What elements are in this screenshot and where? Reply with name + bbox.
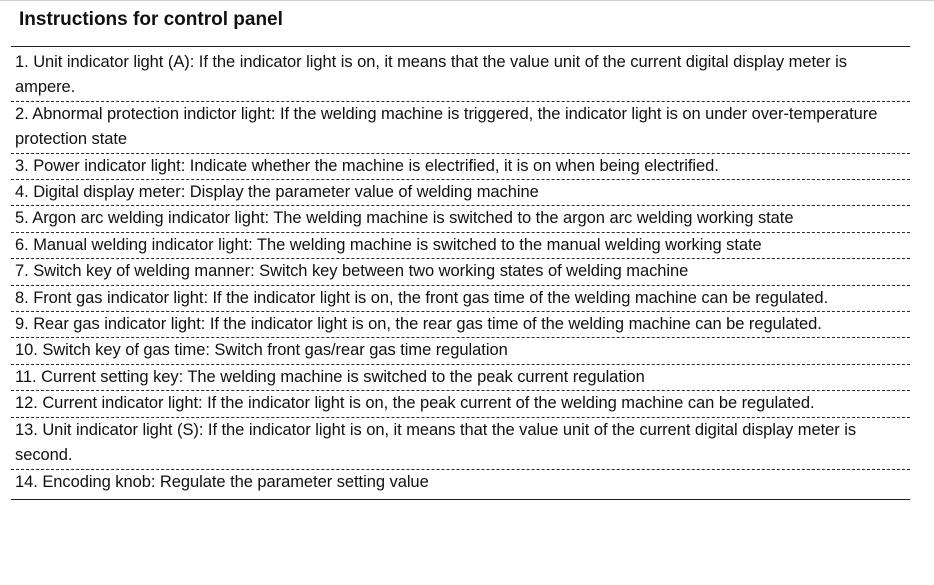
document-title: Instructions for control panel xyxy=(19,9,283,30)
instruction-item-12: 12. Current indicator light: If the indicator light is on, the peak current of the welding machine can be regulated. xyxy=(11,391,910,417)
instruction-item-8: 8. Front gas indicator light: If the indicator light is on, the front gas time of the welding machine can be regulated. xyxy=(11,286,910,312)
instruction-item-2: 2. Abnormal protection indictor light: If the welding machine is triggered, the indicator light is on under over-temperature protection state xyxy=(11,102,910,154)
instruction-item-13: 13. Unit indicator light (S): If the indicator light is on, it means that the value unit of the current digital display meter is second. xyxy=(11,418,910,470)
instruction-item-9: 9. Rear gas indicator light: If the indicator light is on, the rear gas time of the welding machine can be regulated. xyxy=(11,312,910,338)
instruction-item-7: 7. Switch key of welding manner: Switch key between two working states of welding machine xyxy=(11,259,910,285)
instruction-list xyxy=(11,50,910,500)
instruction-item-10: 10. Switch key of gas time: Switch front gas/rear gas time regulation xyxy=(11,338,910,364)
top-divider xyxy=(0,0,934,1)
instruction-item-3: 3. Power indicator light: Indicate whether the machine is electrified, it is on when being electrified. xyxy=(11,154,910,180)
instruction-item-5: 5. Argon arc welding indicator light: The welding machine is switched to the argon arc welding working state xyxy=(11,206,910,232)
instruction-item-6: 6. Manual welding indicator light: The welding machine is switched to the manual welding working state xyxy=(11,233,910,259)
instruction-item-1: 1. Unit indicator light (A): If the indicator light is on, it means that the value unit of the current digital display meter is ampere. xyxy=(11,50,910,102)
instruction-item-14: 14. Encoding knob: Regulate the parameter setting value xyxy=(11,470,910,500)
instruction-item-11: 11. Current setting key: The welding machine is switched to the peak current regulation xyxy=(11,365,910,391)
header-divider xyxy=(11,46,910,47)
instruction-item-4: 4. Digital display meter: Display the parameter value of welding machine xyxy=(11,180,910,206)
